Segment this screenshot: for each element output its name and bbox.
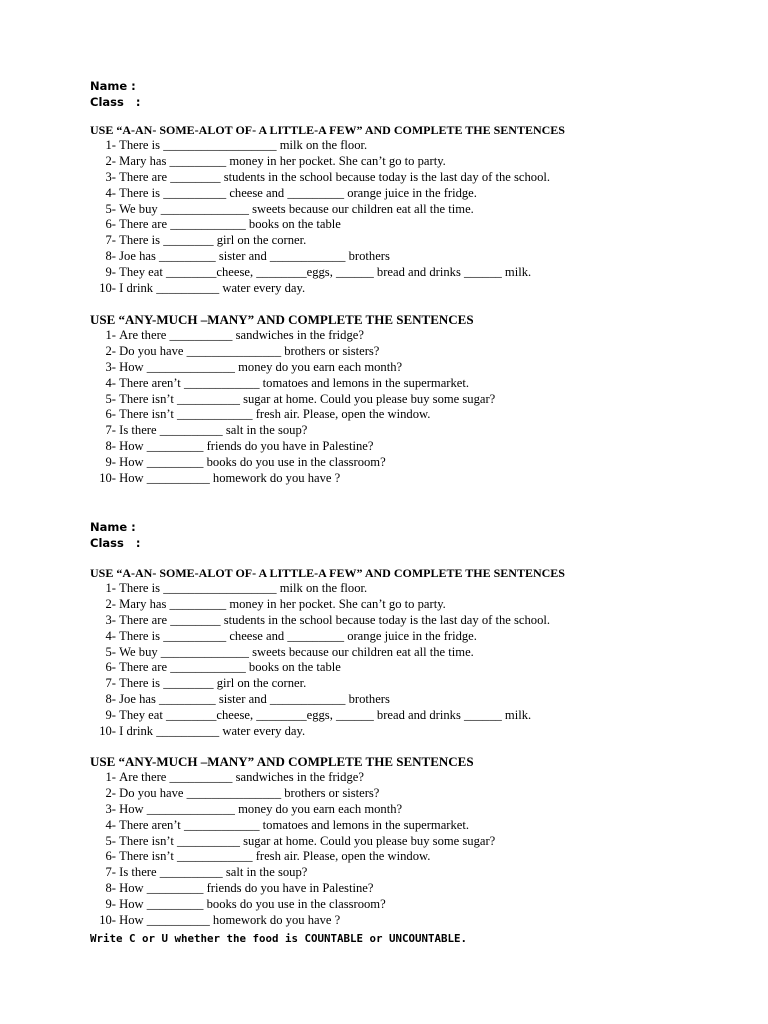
item-number: 1- bbox=[105, 770, 116, 784]
sentence-item bbox=[90, 439, 710, 455]
sentence-item bbox=[90, 724, 710, 740]
sentence-item bbox=[90, 233, 710, 249]
item-number: 3- bbox=[105, 612, 116, 627]
sentence-item bbox=[90, 834, 710, 850]
student-header bbox=[90, 519, 710, 551]
item-text: There are ____________ books on the table bbox=[119, 660, 341, 675]
item-number: 5- bbox=[105, 391, 116, 406]
sentence-item bbox=[90, 581, 710, 597]
item-number: 10- bbox=[99, 913, 116, 928]
item-number: 2- bbox=[105, 596, 116, 611]
name-label: Name : bbox=[90, 520, 136, 534]
sentence-item bbox=[90, 344, 710, 360]
sentence-item bbox=[90, 170, 710, 186]
sentence-item bbox=[90, 660, 710, 676]
sentence-item bbox=[90, 217, 710, 233]
sentence-item bbox=[90, 692, 710, 708]
item-text: Are there __________ sandwiches in the fridge? bbox=[119, 328, 364, 342]
item-text: There isn’t ____________ fresh air. Please, open the window. bbox=[119, 849, 431, 864]
sentence-item bbox=[90, 645, 710, 661]
sentence-item bbox=[90, 708, 710, 724]
name-label: Name : bbox=[90, 79, 136, 93]
item-number: 7- bbox=[105, 676, 116, 691]
item-text: Mary has _________ money in her pocket. She can’t go to party. bbox=[119, 153, 446, 168]
class-label: Class : bbox=[90, 536, 141, 550]
sentence-item bbox=[90, 613, 710, 629]
item-text: How __________ homework do you have ? bbox=[119, 913, 341, 928]
sentence-item bbox=[90, 471, 710, 487]
item-number: 4- bbox=[105, 817, 116, 832]
item-text: How ______________ money do you earn each month? bbox=[119, 359, 403, 374]
student-header bbox=[90, 78, 710, 110]
sentence-item bbox=[90, 597, 710, 613]
item-text: Are there __________ sandwiches in the fridge? bbox=[119, 770, 364, 784]
item-number: 10- bbox=[99, 471, 116, 486]
item-text: They eat ________cheese, ________eggs, ______ bread and drinks ______ milk. bbox=[119, 265, 532, 280]
sentence-item bbox=[90, 407, 710, 423]
item-number: 4- bbox=[105, 375, 116, 390]
item-number: 8- bbox=[105, 881, 116, 896]
sentence-item bbox=[90, 265, 710, 281]
item-text: There isn’t __________ sugar at home. Could you please buy some sugar? bbox=[119, 391, 496, 406]
exercise-title: USE “ANY-MUCH –MANY” AND COMPLETE THE SENTENCES bbox=[90, 312, 474, 327]
item-text: There aren’t ____________ tomatoes and lemons in the supermarket. bbox=[119, 817, 470, 832]
sentence-item bbox=[90, 881, 710, 897]
exercise-articles-quantifiers bbox=[90, 122, 710, 297]
item-number: 4- bbox=[105, 628, 116, 643]
sentence-item bbox=[90, 897, 710, 913]
item-text: Is there __________ salt in the soup? bbox=[119, 423, 308, 438]
item-number: 9- bbox=[105, 708, 116, 723]
sentence-item bbox=[90, 423, 710, 439]
sentence-item bbox=[90, 249, 710, 265]
sentence-item bbox=[90, 802, 710, 818]
countable-instruction: Write C or U whether the food is COUNTABLE or UNCOUNTABLE. bbox=[90, 932, 468, 945]
item-text: There isn’t ____________ fresh air. Please, open the window. bbox=[119, 407, 431, 422]
sentence-item bbox=[90, 770, 710, 786]
exercise-any-much-many bbox=[90, 312, 710, 487]
item-number: 9- bbox=[105, 455, 116, 470]
item-text: There is __________________ milk on the floor. bbox=[119, 581, 368, 595]
item-number: 4- bbox=[105, 185, 116, 200]
item-number: 6- bbox=[105, 407, 116, 422]
sentence-item bbox=[90, 392, 710, 408]
item-number: 1- bbox=[105, 328, 116, 342]
item-text: There are ________ students in the school because today is the last day of the school. bbox=[119, 169, 551, 184]
item-text: There is __________________ milk on the floor. bbox=[119, 138, 368, 152]
item-text: They eat ________cheese, ________eggs, ______ bread and drinks ______ milk. bbox=[119, 708, 532, 723]
item-text: There are ________ students in the school because today is the last day of the school. bbox=[119, 612, 551, 627]
sentence-item bbox=[90, 913, 710, 929]
sentence-item bbox=[90, 818, 710, 834]
item-number: 5- bbox=[105, 201, 116, 216]
sentence-item bbox=[90, 281, 710, 297]
item-text: There is __________ cheese and _________ orange juice in the fridge. bbox=[119, 628, 477, 643]
item-text: There is ________ girl on the corner. bbox=[119, 676, 307, 691]
item-text: I drink __________ water every day. bbox=[119, 724, 306, 739]
item-text: I drink __________ water every day. bbox=[119, 281, 306, 296]
item-number: 5- bbox=[105, 644, 116, 659]
sentence-item bbox=[90, 629, 710, 645]
item-text: There is ________ girl on the corner. bbox=[119, 233, 307, 248]
exercise-any-much-many bbox=[90, 754, 710, 929]
item-number: 8- bbox=[105, 692, 116, 707]
sentence-item bbox=[90, 328, 710, 344]
item-number: 2- bbox=[105, 343, 116, 358]
item-number: 3- bbox=[105, 801, 116, 816]
item-text: We buy ______________ sweets because our children eat all the time. bbox=[119, 201, 474, 216]
exercise-title: USE “A-AN- SOME-ALOT OF- A LITTLE-A FEW” AND COMPLETE THE SENTENCES bbox=[90, 566, 565, 580]
item-number: 8- bbox=[105, 249, 116, 264]
item-number: 2- bbox=[105, 785, 116, 800]
sentence-item bbox=[90, 376, 710, 392]
item-text: How _________ books do you use in the classroom? bbox=[119, 455, 386, 470]
item-number: 10- bbox=[99, 281, 116, 296]
sentence-item bbox=[90, 865, 710, 881]
item-text: Joe has _________ sister and ____________ brothers bbox=[119, 249, 390, 264]
item-text: How ______________ money do you earn each month? bbox=[119, 801, 403, 816]
item-text: There aren’t ____________ tomatoes and lemons in the supermarket. bbox=[119, 375, 470, 390]
item-number: 1- bbox=[105, 581, 116, 595]
item-number: 10- bbox=[99, 724, 116, 739]
item-text: How __________ homework do you have ? bbox=[119, 471, 341, 486]
item-number: 3- bbox=[105, 169, 116, 184]
sentence-item bbox=[90, 154, 710, 170]
item-text: How _________ friends do you have in Palestine? bbox=[119, 881, 374, 896]
item-text: There are ____________ books on the table bbox=[119, 217, 341, 232]
item-text: There isn’t __________ sugar at home. Could you please buy some sugar? bbox=[119, 833, 496, 848]
item-text: There is __________ cheese and _________ orange juice in the fridge. bbox=[119, 185, 477, 200]
item-text: Is there __________ salt in the soup? bbox=[119, 865, 308, 880]
sentence-item bbox=[90, 202, 710, 218]
exercise-articles-quantifiers bbox=[90, 565, 710, 740]
item-number: 7- bbox=[105, 865, 116, 880]
item-number: 1- bbox=[105, 138, 116, 152]
item-text: How _________ friends do you have in Palestine? bbox=[119, 439, 374, 454]
sentence-item bbox=[90, 138, 710, 154]
sentence-item bbox=[90, 186, 710, 202]
item-number: 6- bbox=[105, 660, 116, 675]
item-number: 9- bbox=[105, 265, 116, 280]
sentence-item bbox=[90, 455, 710, 471]
item-text: Mary has _________ money in her pocket. She can’t go to party. bbox=[119, 596, 446, 611]
item-text: Joe has _________ sister and ____________ brothers bbox=[119, 692, 390, 707]
item-number: 3- bbox=[105, 359, 116, 374]
item-number: 6- bbox=[105, 217, 116, 232]
exercise-title: USE “ANY-MUCH –MANY” AND COMPLETE THE SENTENCES bbox=[90, 754, 474, 769]
class-label: Class : bbox=[90, 95, 141, 109]
sentence-item bbox=[90, 786, 710, 802]
item-number: 7- bbox=[105, 423, 116, 438]
item-text: We buy ______________ sweets because our children eat all the time. bbox=[119, 644, 474, 659]
item-number: 7- bbox=[105, 233, 116, 248]
item-text: How _________ books do you use in the classroom? bbox=[119, 897, 386, 912]
item-number: 9- bbox=[105, 897, 116, 912]
item-number: 5- bbox=[105, 833, 116, 848]
sentence-item bbox=[90, 676, 710, 692]
item-text: Do you have _______________ brothers or sisters? bbox=[119, 343, 380, 358]
item-number: 8- bbox=[105, 439, 116, 454]
sentence-item bbox=[90, 360, 710, 376]
item-number: 2- bbox=[105, 153, 116, 168]
item-number: 6- bbox=[105, 849, 116, 864]
exercise-title: USE “A-AN- SOME-ALOT OF- A LITTLE-A FEW” AND COMPLETE THE SENTENCES bbox=[90, 123, 565, 137]
item-text: Do you have _______________ brothers or sisters? bbox=[119, 785, 380, 800]
sentence-item bbox=[90, 849, 710, 865]
